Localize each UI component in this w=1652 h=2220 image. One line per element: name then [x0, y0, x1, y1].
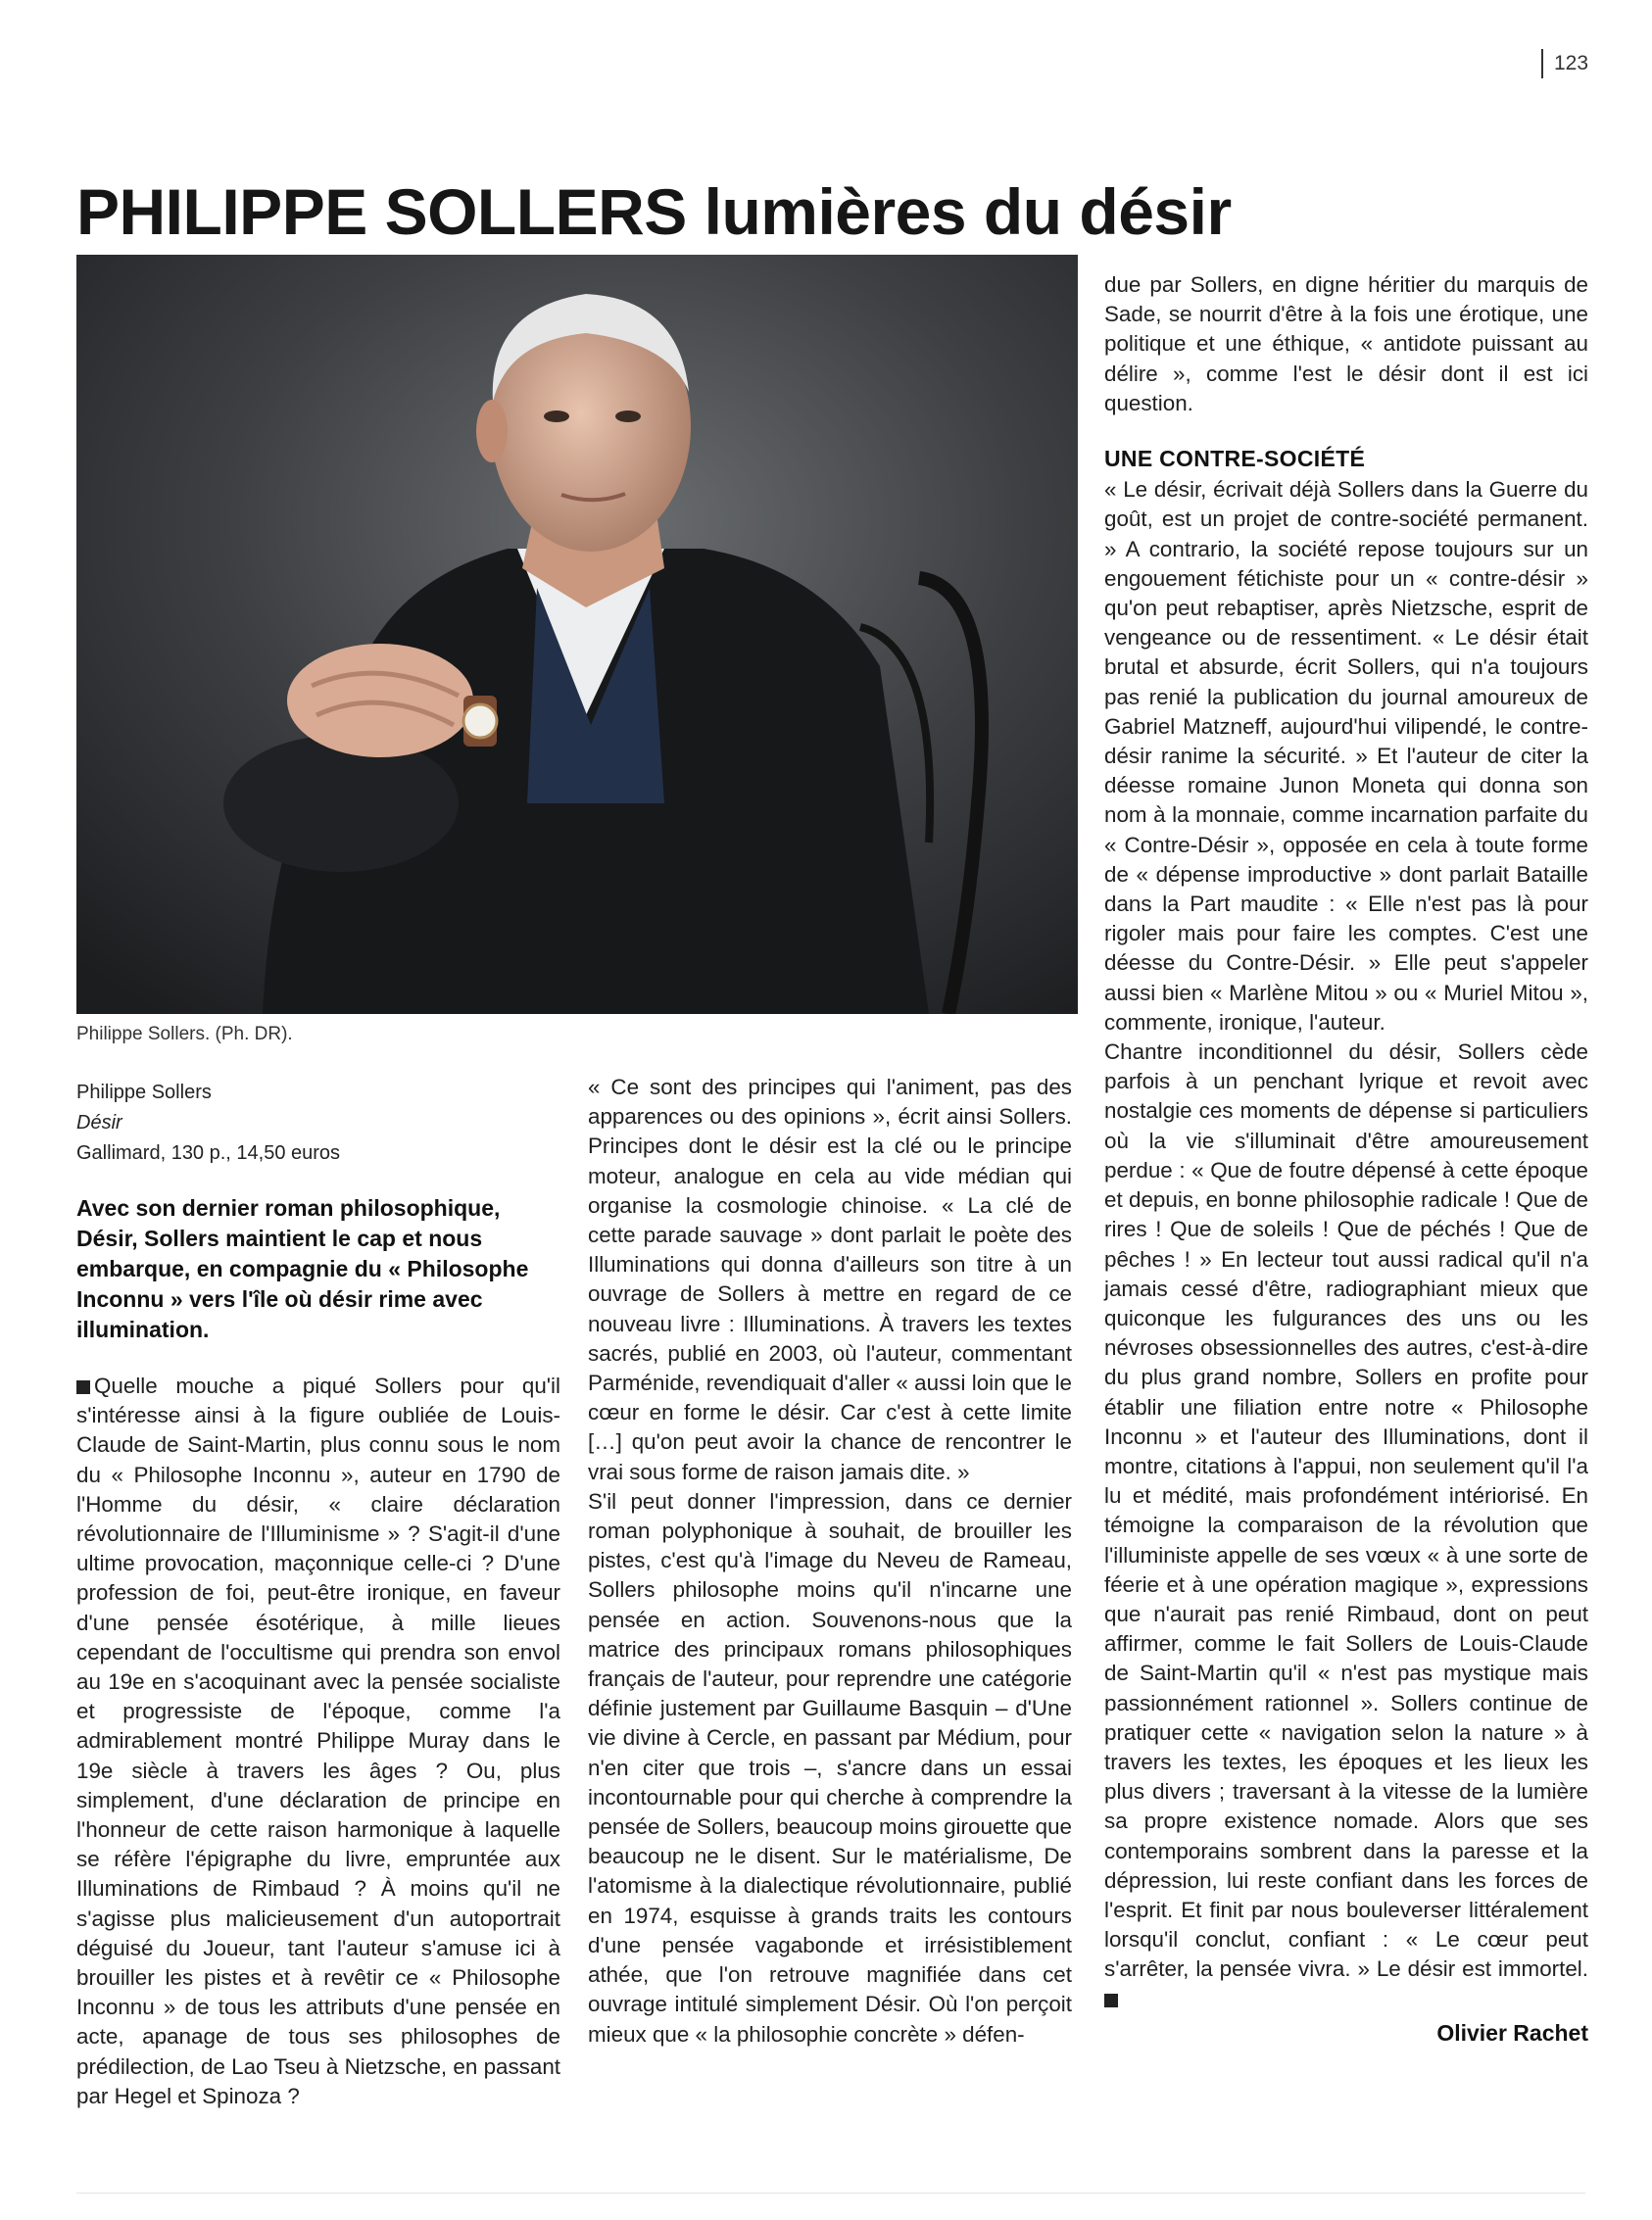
article-column-3 — [1104, 270, 1588, 2048]
paragraph: « Le désir, écrivait déjà Sollers dans la Guerre du goût, est un projet de contre-société permanent. » A contrario, la société repose toujours sur un engouement fétichiste pour un « contre-désir » qu'on peut rebaptiser, après Nietzsche, esprit de vengeance ou de ressentiment. « Le désir était brutal et absurde, écrit Sollers, qui n'a toujours pas renié la publication du journal amoureux de Gabriel Matzneff, aujourd'hui vilipendé, le contre-désir ranime la sécurité. » Et l'auteur de citer la déesse romaine Junon Moneta qui donna son nom à la monnaie, comme incarnation parfaite du « Contre-Désir », opposée en cela à toute forme de « dépense improductive » dont parlait Bataille dans la Part maudite : « Elle n'est pas là pour rigoler mais pour faire les comptes. C'est une déesse du Contre-Désir. » Elle peut s'appeler aussi bien « Marlène Mitou » ou « Muriel Mitou », commente, ironique, l'auteur. — [1104, 477, 1588, 1035]
article-column-2 — [588, 1073, 1072, 2050]
article-title: PHILIPPE SOLLERS lumières du désir — [76, 175, 1232, 248]
article-column-1 — [76, 1372, 560, 2111]
start-square-icon — [76, 1380, 90, 1394]
page-number: 123 — [1554, 52, 1589, 74]
paragraph: due par Sollers, en digne héritier du marquis de Sade, se nourrit d'être à la fois une érotique, une politique et une éthique, « antidote puissant au délire », comme l'est le désir dont il est ici question. — [1104, 272, 1588, 415]
author-signature: Olivier Rachet — [1436, 2019, 1588, 2046]
bottom-divider — [76, 2193, 1585, 2194]
section-heading: UNE CONTRE-SOCIÉTÉ — [1104, 446, 1366, 472]
book-details: Gallimard, 130 p., 14,50 euros — [76, 1142, 341, 1164]
article-lead: Avec son dernier roman philosophique, Désir, Sollers maintient le cap et nous embarque, en compagnie du « Philosophe Inconnu » vers l'île où désir rime avec illumination. — [76, 1195, 529, 1342]
book-title: Désir — [76, 1112, 122, 1134]
book-info — [76, 1078, 566, 1169]
author-photo — [76, 255, 1078, 1014]
page-number-divider — [1541, 49, 1543, 78]
paragraph: Chantre inconditionnel du désir, Sollers cède parfois à un penchant lyrique et revoit avec nostalgie ces moments de dépense si particuliers où la vie s'illuminait d'être amoureusement perdue : « Que de foutre dépensé à cette époque et depuis, en bonne philosophie radicale ! Que de rires ! Que de soleils ! Que de péchés ! Que de pêches ! » En lecteur tout aussi radical qu'il n'a jamais cessé d'être, radiographiant mieux que quiconque les fulgurances des uns ou les névroses obsessionnelles des autres, c'est-à-dire du plus grand nombre, Sollers en profite pour établir une filiation entre notre « Philosophe Inconnu » et l'auteur des Illuminations, dont il montre, citations à l'appui, non seulement qu'il l'a lu et médité, mais profondément intériorisé. En témoigne la comparaison de la révolution que l'illuministe appelle de ses vœux « à une sorte de féerie et à une opération magique », expressions que n'aurait pas renié Rimbaud, dont on peut affirmer, comme le fait Sollers de Louis-Claude de Saint-Martin qu'il « n'est pas mystique mais passionnément rationnel ». Sollers continue de pratiquer cette « navigation selon la nature » à travers les textes, les époques et les lieux les plus divers ; traversant à la vitesse de la lumière sa propre existence nomade. Alors que ses contemporains sombrent dans la paresse et la dépression, lui reste confiant dans les forces de l'esprit. Et finit par nous bouleverser littéralement lorsqu'il conclut, confiant : « Le cœur peut s'arrêter, la pensée vivra. » Le désir est immortel. — [1104, 1039, 1588, 1982]
end-square-icon — [1104, 1994, 1118, 2007]
photo-caption: Philippe Sollers. (Ph. DR). — [76, 1024, 293, 1044]
paragraph: « Ce sont des principes qui l'animent, pas des apparences ou des opinions », écrit ainsi Sollers. Principes dont le désir est la clé ou le principe moteur, analogue en cela au vide médian qui organise la cosmologie chinoise. « La clé de cette parade sauvage » dont parlait le poète des Illuminations qui donna d'ailleurs son titre à un ouvrage de Sollers à mettre en regard de ce nouveau livre : Illuminations. À travers les textes sacrés, publié en 2003, où l'auteur, commentant Parménide, revendiquait d'aller « aussi loin que le cœur en forme le désir. Car c'est à cette limite […] qu'on peut avoir la chance de rencontrer le vrai sous forme de raison jamais dite. » — [588, 1075, 1072, 1484]
paragraph: Quelle mouche a piqué Sollers pour qu'il s'intéresse ainsi à la figure oubliée de Louis-Claude de Saint-Martin, plus connu sous le nom du « Philosophe Inconnu », auteur en 1790 de l'Homme du désir, « claire déclaration révolutionnaire de l'Illuminisme » ? S'agit-il d'une ultime provocation, maçonnique celle-ci ? D'une profession de foi, peut-être ironique, en faveur d'une pensée ésotérique, à mille lieues cependant de l'occultisme qui prendra son envol au 19e en s'acoquinant avec la pensée socialiste et progressiste de l'époque, comme l'a admirablement montré Philippe Muray dans le 19e siècle à travers les âges ? Ou, plus simplement, d'une déclaration de principe en l'honneur de cette raison harmonique à laquelle se réfère l'épigraphe du livre, empruntée aux Illuminations de Rimbaud ? À moins qu'il ne s'agisse plus malicieusement d'un autoportrait déguisé du Joueur, tant l'auteur s'amuse ici à brouiller les pistes et à revêtir ce « Philosophe Inconnu » de tous les attributs d'une pensée en acte, apanage de tous ses philosophes de prédilection, de Lao Tseu à Nietzsche, en passant par Hegel et Spinoza ? — [76, 1374, 560, 2108]
book-author: Philippe Sollers — [76, 1082, 212, 1103]
paragraph: S'il peut donner l'impression, dans ce dernier roman polyphonique à souhait, de brouiller les pistes, c'est qu'à l'image du Neveu de Rameau, Sollers philosophe moins qu'il n'incarne une pensée en action. Souvenons-nous que la matrice des principaux romans philosophiques français de l'auteur, pour reprendre une catégorie définie justement par Guillaume Basquin – d'Une vie divine à Cercle, en passant par Médium, pour n'en citer que trois –, s'ancre dans un essai incontournable pour qui cherche à comprendre la pensée de Sollers, beaucoup moins girouette que beaucoup ne le disent. Sur le matérialisme, De l'atomisme à la dialectique révolutionnaire, publié en 1974, esquisse à grands traits les contours d'une pensée vagabonde et irrésistiblement athée, que l'on retrouve magnifiée dans cet ouvrage intitulé simplement Désir. Où l'on perçoit mieux que « la philosophie concrète » défen- — [588, 1488, 1072, 2047]
